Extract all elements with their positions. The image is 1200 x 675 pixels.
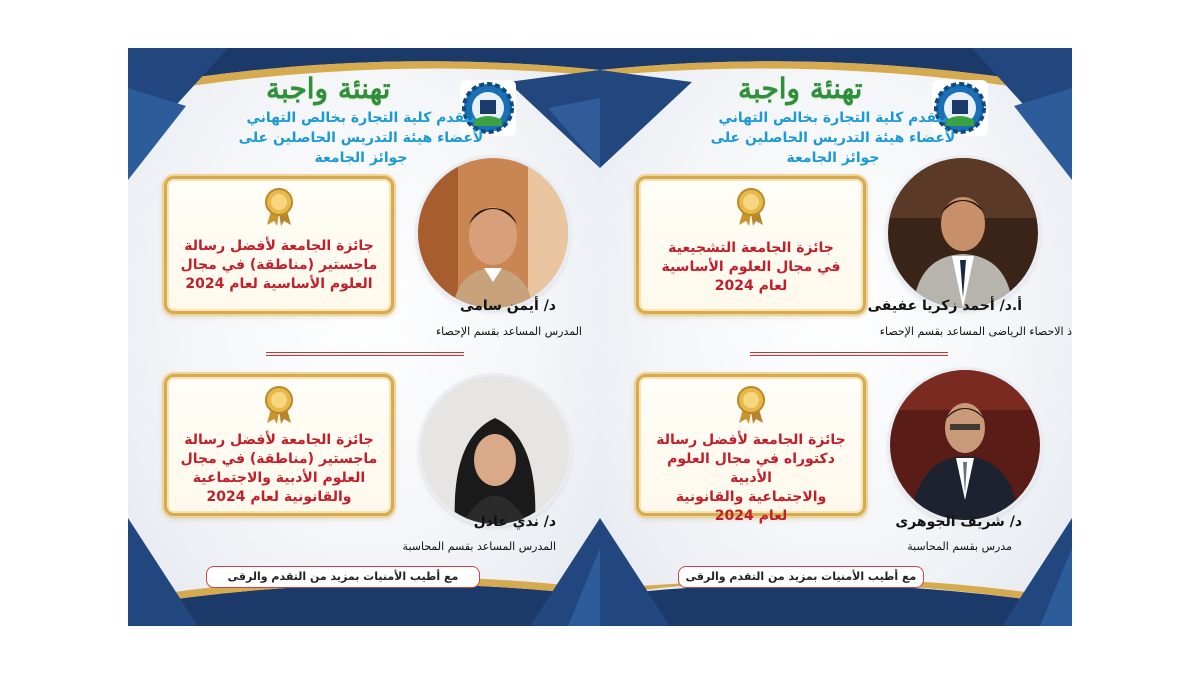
divider — [750, 352, 948, 358]
award-line: جائزة الجامعة لأفضل رسالة — [184, 238, 374, 254]
award-line: العلوم الأساسية لعام 2024 — [185, 276, 373, 292]
award-frame — [164, 176, 394, 314]
intro-line: تتقدم كلية التجارة بخالص التهاني — [246, 110, 476, 126]
recipient-role: المدرس المساعد بقسم الإحصاء — [436, 325, 582, 338]
award-frame — [636, 374, 866, 524]
award-text — [649, 239, 853, 296]
award-text — [177, 237, 381, 294]
gold-medal-icon — [734, 385, 768, 425]
intro-line: لأعضاء هيئة التدريس الحاصلين على — [710, 130, 956, 146]
award-line: جائزة الجامعة التشجيعية — [668, 240, 834, 256]
poster-title: تهنئة واجبة — [266, 72, 391, 105]
recipient-name: د/ شريف الجوهرى — [895, 514, 1022, 530]
award-text — [649, 431, 853, 526]
divider — [266, 352, 464, 358]
award-frame — [636, 176, 866, 314]
award-photo — [421, 376, 569, 524]
recipient-role: المدرس المساعد بقسم المحاسبة — [402, 540, 556, 553]
award-photo — [418, 158, 568, 308]
award-text — [177, 431, 381, 507]
award-line: في مجال العلوم الأساسية — [661, 259, 841, 275]
award-line: ماجستير (مناطقة) في مجال — [180, 257, 378, 273]
award-photo — [890, 370, 1040, 520]
award-frame — [164, 374, 394, 516]
award-line: لعام 2024 — [714, 278, 788, 294]
gold-medal-icon — [262, 187, 296, 227]
award-line: والقانونية لعام 2024 — [206, 489, 352, 505]
wishes-banner: مع أطيب الأمنيات بمزيد من التقدم والرقى — [206, 566, 480, 588]
award-line: ماجستير (مناطقة) في مجال — [180, 451, 378, 467]
award-line: العلوم الأدبية والاجتماعية — [192, 470, 366, 486]
award-photo — [888, 158, 1038, 308]
congratulations-poster-right — [600, 48, 1072, 626]
award-line: جائزة الجامعة لأفضل رسالة — [656, 432, 846, 448]
recipient-role: مدرس بقسم المحاسبة — [907, 540, 1012, 553]
award-line: جائزة الجامعة لأفضل رسالة — [184, 432, 374, 448]
wishes-banner: مع أطيب الأمنيات بمزيد من التقدم والرقى — [678, 566, 924, 588]
gold-medal-icon — [734, 187, 768, 227]
recipient-name: أ.د/ أحمد زكريا عفيفى — [867, 298, 1022, 314]
intro-line: جوائز الجامعة — [786, 150, 880, 166]
award-line: دكتوراه في مجال العلوم الأدبية — [667, 451, 835, 486]
recipient-name: د/ ندي عادل — [473, 514, 556, 530]
gold-medal-icon — [262, 385, 296, 425]
recipient-role: ذ الاحصاء الرياضى المساعد بقسم الإحصاء — [879, 325, 1072, 338]
intro-line: جوائز الجامعة — [314, 150, 408, 166]
congratulations-poster-left — [128, 48, 600, 626]
award-line: والاجتماعية والقانونية — [675, 489, 827, 505]
intro-line: تتقدم كلية التجارة بخالص التهاني — [718, 110, 948, 126]
poster-title: تهنئة واجبة — [738, 72, 863, 105]
intro-line: لأعضاء هيئة التدريس الحاصلين على — [238, 130, 484, 146]
recipient-name: د/ أيمن سامى — [460, 298, 556, 314]
award-line: لعام 2024 — [714, 508, 788, 524]
